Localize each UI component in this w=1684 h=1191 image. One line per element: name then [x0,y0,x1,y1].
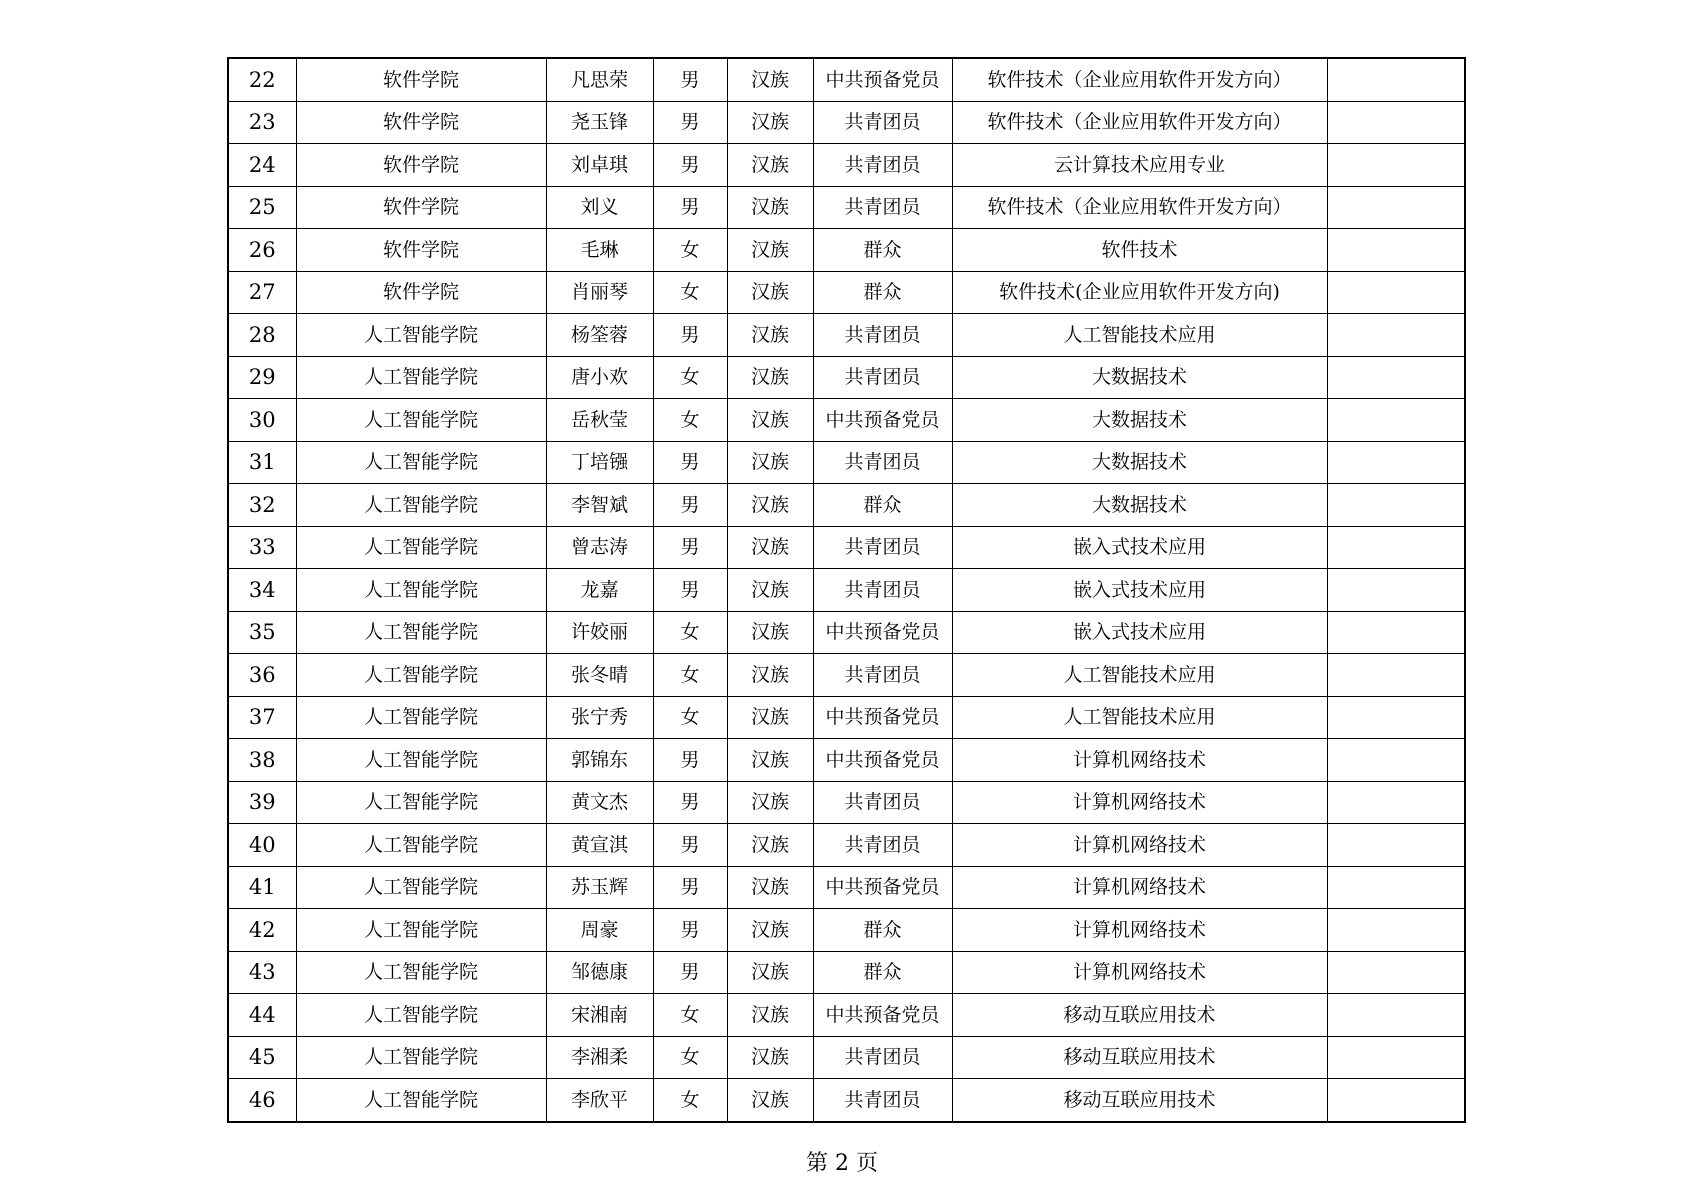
political-status-cell: 中共预备党员 [813,866,952,909]
table-row [228,569,1465,612]
major-cell: 计算机网络技术 [952,824,1327,867]
row-number-cell: 27 [228,271,296,314]
gender-cell: 男 [653,144,727,187]
note-cell [1327,271,1465,314]
note-cell [1327,569,1465,612]
note-cell [1327,314,1465,357]
note-cell [1327,866,1465,909]
ethnicity-cell: 汉族 [727,314,813,357]
ethnicity-cell: 汉族 [727,654,813,697]
name-cell: 唐小欢 [546,356,653,399]
note-cell [1327,951,1465,994]
major-cell: 软件技术(企业应用软件开发方向) [952,271,1327,314]
college-cell: 软件学院 [296,58,546,101]
note-cell [1327,186,1465,229]
note-cell [1327,526,1465,569]
ethnicity-cell: 汉族 [727,994,813,1037]
college-cell: 软件学院 [296,144,546,187]
college-cell: 人工智能学院 [296,526,546,569]
name-cell: 郭锦东 [546,739,653,782]
note-cell [1327,484,1465,527]
table-row [228,696,1465,739]
ethnicity-cell: 汉族 [727,526,813,569]
table-row [228,441,1465,484]
major-cell: 大数据技术 [952,356,1327,399]
name-cell: 李欣平 [546,1079,653,1122]
gender-cell: 女 [653,1036,727,1079]
note-cell [1327,994,1465,1037]
gender-cell: 女 [653,994,727,1037]
name-cell: 李智斌 [546,484,653,527]
political-status-cell: 群众 [813,909,952,952]
name-cell: 黄宣淇 [546,824,653,867]
note-cell [1327,356,1465,399]
table-row [228,951,1465,994]
major-cell: 软件技术 [952,229,1327,272]
table-row [228,654,1465,697]
ethnicity-cell: 汉族 [727,1079,813,1122]
political-status-cell: 共青团员 [813,781,952,824]
political-status-cell: 中共预备党员 [813,58,952,101]
note-cell [1327,441,1465,484]
college-cell: 人工智能学院 [296,441,546,484]
gender-cell: 男 [653,101,727,144]
political-status-cell: 共青团员 [813,569,952,612]
table-row [228,484,1465,527]
college-cell: 人工智能学院 [296,399,546,442]
row-number-cell: 33 [228,526,296,569]
college-cell: 人工智能学院 [296,569,546,612]
gender-cell: 男 [653,909,727,952]
gender-cell: 女 [653,399,727,442]
college-cell: 人工智能学院 [296,951,546,994]
ethnicity-cell: 汉族 [727,569,813,612]
gender-cell: 女 [653,1079,727,1122]
political-status-cell: 中共预备党员 [813,696,952,739]
major-cell: 人工智能技术应用 [952,654,1327,697]
major-cell: 计算机网络技术 [952,739,1327,782]
row-number-cell: 22 [228,58,296,101]
gender-cell: 女 [653,356,727,399]
table-row [228,144,1465,187]
college-cell: 人工智能学院 [296,654,546,697]
name-cell: 丁培镪 [546,441,653,484]
row-number-cell: 35 [228,611,296,654]
major-cell: 人工智能技术应用 [952,314,1327,357]
gender-cell: 男 [653,781,727,824]
gender-cell: 男 [653,866,727,909]
name-cell: 许姣丽 [546,611,653,654]
ethnicity-cell: 汉族 [727,271,813,314]
name-cell: 龙嘉 [546,569,653,612]
ethnicity-cell: 汉族 [727,1036,813,1079]
table-row [228,356,1465,399]
college-cell: 人工智能学院 [296,781,546,824]
note-cell [1327,696,1465,739]
major-cell: 计算机网络技术 [952,909,1327,952]
name-cell: 肖丽琴 [546,271,653,314]
political-status-cell: 共青团员 [813,441,952,484]
row-number-cell: 46 [228,1079,296,1122]
name-cell: 刘卓琪 [546,144,653,187]
row-number-cell: 36 [228,654,296,697]
name-cell: 苏玉辉 [546,866,653,909]
ethnicity-cell: 汉族 [727,58,813,101]
college-cell: 人工智能学院 [296,484,546,527]
gender-cell: 男 [653,824,727,867]
major-cell: 软件技术（企业应用软件开发方向） [952,101,1327,144]
row-number-cell: 30 [228,399,296,442]
name-cell: 尧玉锋 [546,101,653,144]
ethnicity-cell: 汉族 [727,866,813,909]
note-cell [1327,58,1465,101]
college-cell: 人工智能学院 [296,909,546,952]
ethnicity-cell: 汉族 [727,484,813,527]
name-cell: 岳秋莹 [546,399,653,442]
ethnicity-cell: 汉族 [727,824,813,867]
political-status-cell: 中共预备党员 [813,739,952,782]
college-cell: 人工智能学院 [296,696,546,739]
ethnicity-cell: 汉族 [727,229,813,272]
major-cell: 软件技术（企业应用软件开发方向） [952,58,1327,101]
political-status-cell: 共青团员 [813,654,952,697]
row-number-cell: 40 [228,824,296,867]
row-number-cell: 34 [228,569,296,612]
major-cell: 大数据技术 [952,399,1327,442]
name-cell: 杨筌蓉 [546,314,653,357]
ethnicity-cell: 汉族 [727,356,813,399]
table-row [228,824,1465,867]
note-cell [1327,101,1465,144]
row-number-cell: 31 [228,441,296,484]
name-cell: 张宁秀 [546,696,653,739]
row-number-cell: 42 [228,909,296,952]
ethnicity-cell: 汉族 [727,441,813,484]
table-row [228,739,1465,782]
table-row [228,526,1465,569]
gender-cell: 男 [653,484,727,527]
major-cell: 大数据技术 [952,441,1327,484]
row-number-cell: 29 [228,356,296,399]
major-cell: 计算机网络技术 [952,866,1327,909]
table-row [228,399,1465,442]
gender-cell: 女 [653,229,727,272]
major-cell: 人工智能技术应用 [952,696,1327,739]
table-row [228,994,1465,1037]
major-cell: 嵌入式技术应用 [952,569,1327,612]
row-number-cell: 26 [228,229,296,272]
political-status-cell: 群众 [813,951,952,994]
note-cell [1327,654,1465,697]
row-number-cell: 28 [228,314,296,357]
row-number-cell: 38 [228,739,296,782]
table-row [228,909,1465,952]
name-cell: 毛琳 [546,229,653,272]
gender-cell: 男 [653,569,727,612]
major-cell: 云计算技术应用专业 [952,144,1327,187]
major-cell: 嵌入式技术应用 [952,611,1327,654]
college-cell: 软件学院 [296,101,546,144]
college-cell: 人工智能学院 [296,866,546,909]
political-status-cell: 群众 [813,271,952,314]
major-cell: 移动互联应用技术 [952,994,1327,1037]
college-cell: 人工智能学院 [296,356,546,399]
note-cell [1327,824,1465,867]
table-body [228,58,1465,1122]
political-status-cell: 共青团员 [813,314,952,357]
row-number-cell: 25 [228,186,296,229]
gender-cell: 男 [653,186,727,229]
political-status-cell: 共青团员 [813,1036,952,1079]
gender-cell: 女 [653,696,727,739]
gender-cell: 女 [653,271,727,314]
gender-cell: 男 [653,314,727,357]
gender-cell: 男 [653,441,727,484]
college-cell: 人工智能学院 [296,1036,546,1079]
row-number-cell: 45 [228,1036,296,1079]
name-cell: 李湘柔 [546,1036,653,1079]
name-cell: 周豪 [546,909,653,952]
major-cell: 计算机网络技术 [952,781,1327,824]
table-row [228,271,1465,314]
political-status-cell: 共青团员 [813,1079,952,1122]
name-cell: 曾志涛 [546,526,653,569]
name-cell: 刘义 [546,186,653,229]
college-cell: 软件学院 [296,186,546,229]
row-number-cell: 39 [228,781,296,824]
row-number-cell: 24 [228,144,296,187]
gender-cell: 男 [653,739,727,782]
gender-cell: 女 [653,611,727,654]
political-status-cell: 群众 [813,229,952,272]
ethnicity-cell: 汉族 [727,951,813,994]
row-number-cell: 43 [228,951,296,994]
gender-cell: 男 [653,951,727,994]
political-status-cell: 共青团员 [813,356,952,399]
row-number-cell: 37 [228,696,296,739]
major-cell: 软件技术（企业应用软件开发方向） [952,186,1327,229]
name-cell: 张冬晴 [546,654,653,697]
political-status-cell: 共青团员 [813,186,952,229]
college-cell: 软件学院 [296,271,546,314]
political-status-cell: 共青团员 [813,144,952,187]
name-cell: 凡思荣 [546,58,653,101]
college-cell: 人工智能学院 [296,1079,546,1122]
political-status-cell: 群众 [813,484,952,527]
row-number-cell: 41 [228,866,296,909]
major-cell: 大数据技术 [952,484,1327,527]
political-status-cell: 中共预备党员 [813,994,952,1037]
political-status-cell: 共青团员 [813,824,952,867]
table-row [228,611,1465,654]
table-row [228,314,1465,357]
table-row [228,781,1465,824]
major-cell: 移动互联应用技术 [952,1079,1327,1122]
note-cell [1327,1036,1465,1079]
table-row [228,1036,1465,1079]
row-number-cell: 44 [228,994,296,1037]
ethnicity-cell: 汉族 [727,781,813,824]
ethnicity-cell: 汉族 [727,611,813,654]
note-cell [1327,229,1465,272]
college-cell: 软件学院 [296,229,546,272]
page-number: 第 2 页 [806,1151,878,1176]
table-row [228,1079,1465,1122]
ethnicity-cell: 汉族 [727,696,813,739]
note-cell [1327,739,1465,782]
ethnicity-cell: 汉族 [727,186,813,229]
college-cell: 人工智能学院 [296,994,546,1037]
note-cell [1327,909,1465,952]
college-cell: 人工智能学院 [296,611,546,654]
note-cell [1327,611,1465,654]
major-cell: 计算机网络技术 [952,951,1327,994]
note-cell [1327,781,1465,824]
major-cell: 移动互联应用技术 [952,1036,1327,1079]
name-cell: 邹德康 [546,951,653,994]
college-cell: 人工智能学院 [296,739,546,782]
ethnicity-cell: 汉族 [727,739,813,782]
ethnicity-cell: 汉族 [727,101,813,144]
ethnicity-cell: 汉族 [727,909,813,952]
name-cell: 宋湘南 [546,994,653,1037]
ethnicity-cell: 汉族 [727,144,813,187]
gender-cell: 男 [653,526,727,569]
political-status-cell: 中共预备党员 [813,399,952,442]
political-status-cell: 中共预备党员 [813,611,952,654]
note-cell [1327,144,1465,187]
table-row [228,101,1465,144]
major-cell: 嵌入式技术应用 [952,526,1327,569]
gender-cell: 男 [653,58,727,101]
political-status-cell: 共青团员 [813,526,952,569]
political-status-cell: 共青团员 [813,101,952,144]
table-row [228,186,1465,229]
college-cell: 人工智能学院 [296,314,546,357]
college-cell: 人工智能学院 [296,824,546,867]
table-row [228,229,1465,272]
row-number-cell: 23 [228,101,296,144]
student-table [227,57,1466,1123]
row-number-cell: 32 [228,484,296,527]
table-row [228,866,1465,909]
note-cell [1327,1079,1465,1122]
note-cell [1327,399,1465,442]
gender-cell: 女 [653,654,727,697]
name-cell: 黄文杰 [546,781,653,824]
table-row [228,58,1465,101]
ethnicity-cell: 汉族 [727,399,813,442]
